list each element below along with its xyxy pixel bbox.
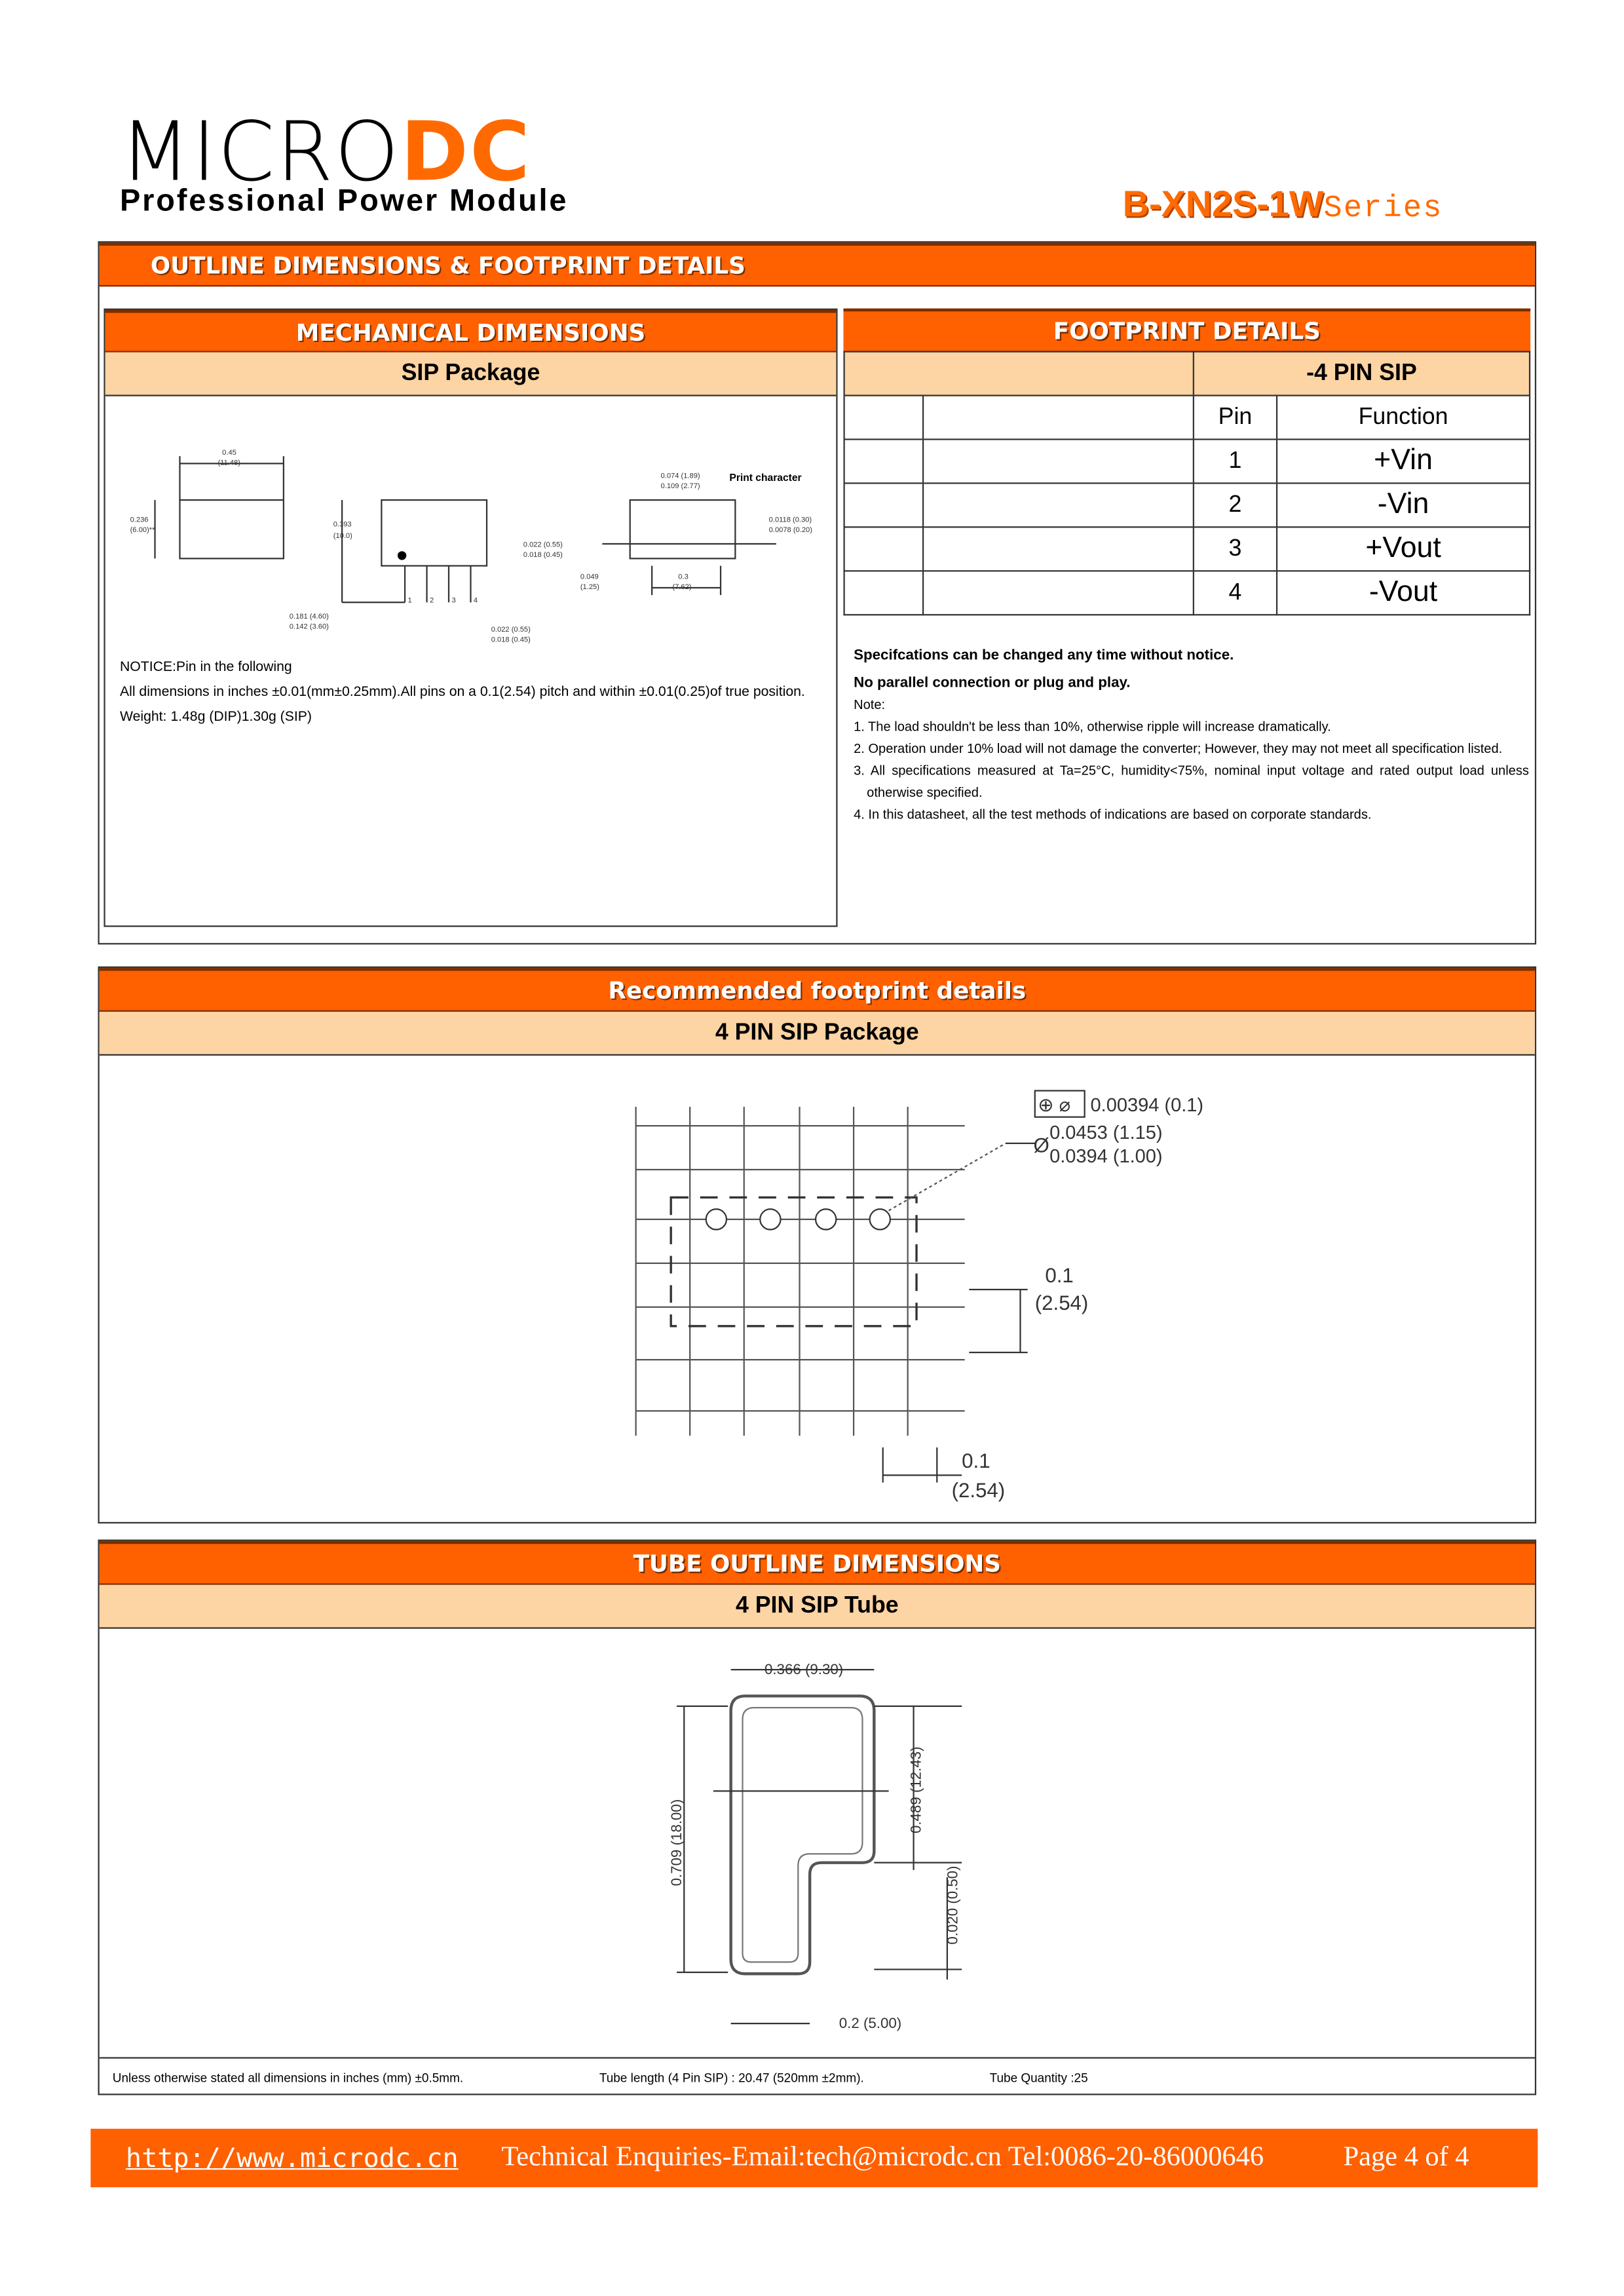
dim-lead-thick: 0.0118 (0.30) (768, 516, 812, 524)
series-model: B-XN2S-1W (1122, 184, 1324, 225)
pin-number: 2 (1194, 483, 1277, 527)
table-row (844, 527, 1530, 571)
dim-height-mm: (10.0) (333, 532, 352, 541)
tube-step: 0.2 (5.00) (839, 2014, 902, 2031)
section-title: OUTLINE DIMENSIONS & FOOTPRINT DETAILS (100, 242, 1535, 286)
note-label: Note: (854, 697, 886, 712)
tube-width: 0.366 (9.30) (764, 1660, 844, 1677)
tube-dimension-note: Unless otherwise stated all dimensions in inches (mm) ±0.5mm. (112, 2069, 464, 2084)
footprint-panel (843, 309, 1530, 353)
section-title: Recommended footprint details (100, 968, 1535, 1012)
horizontal-pitch: 0.1 (962, 1449, 991, 1473)
dim-pin-width: 0.022 (0.55) (523, 541, 563, 549)
hole-diameter-max: 0.0453 (1.15) (1049, 1122, 1163, 1144)
tolerance-text: All dimensions in inches ±0.01(mm±0.25mm).All pins on a 0.1(2.54) pitch and within ±0.01(0.25)of true position. (119, 684, 805, 700)
table-row (844, 440, 1530, 484)
section-tube-outline (98, 1540, 1536, 2095)
pin-label-1: 1 (407, 596, 412, 605)
mechanical-subtitle: SIP Package (105, 353, 837, 396)
hole-diameter-min: 0.0394 (1.00) (1049, 1145, 1163, 1167)
page-footer (90, 2129, 1538, 2187)
tube-length-note: Tube length (4 Pin SIP) : 20.47 (520mm ±2mm). (599, 2069, 864, 2084)
note-item: 1. The load shouldn't be less than 10%, otherwise ripple will increase dramatically. (854, 719, 1331, 735)
pin-number: 4 (1194, 571, 1277, 615)
tube-inner-height: 0.489 (12.43) (907, 1746, 924, 1834)
logo (119, 105, 532, 201)
horizontal-pitch-mm: (2.54) (951, 1478, 1006, 1502)
weight-text: Weight: 1.48g (DIP)1.30g (SIP) (119, 709, 312, 725)
tube-quantity-note: Tube Quantity :25 (989, 2069, 1088, 2084)
dim-offset-max: 0.109 (2.77) (660, 482, 700, 491)
dim-width: 0.45 (222, 448, 236, 457)
mechanical-drawing (105, 398, 837, 661)
tube-height: 0.709 (18.00) (668, 1799, 685, 1886)
pin-function: +Vin (1277, 440, 1530, 484)
dim-pin-thick: 0.022 (0.55) (491, 625, 531, 634)
spec-notes (854, 645, 1529, 826)
vertical-pitch-mm: (2.54) (1034, 1292, 1089, 1315)
tube-drawing (100, 1629, 1535, 2059)
mechanical-title: MECHANICAL DIMENSIONS (105, 310, 837, 353)
mechanical-notes (120, 655, 829, 730)
section-subtitle: 4 PIN SIP Tube (100, 1585, 1535, 1629)
logo-tagline: Professional Power Module (119, 184, 569, 218)
series-suffix: Series (1323, 193, 1443, 227)
pin-function: +Vout (1277, 527, 1530, 571)
dim-pitch: 0.3 (678, 573, 689, 581)
position-tolerance: 0.00394 (0.1) (1090, 1094, 1204, 1116)
tube-footnotes (100, 2057, 1535, 2095)
dim-lead-thick-min: 0.0078 (0.20) (768, 526, 812, 535)
pin-number: 1 (1194, 440, 1277, 484)
svg-text:⊕ ⌀: ⊕ ⌀ (1038, 1094, 1071, 1116)
logo-dc: DC (400, 105, 532, 201)
table-row (844, 571, 1530, 615)
pin-label-3: 3 (451, 596, 456, 605)
notice-text: NOTICE:Pin in the following (119, 659, 292, 676)
vertical-pitch: 0.1 (1045, 1263, 1074, 1287)
dim-depth: 0.236 (130, 516, 149, 524)
tube-wall: 0.020 (0.50) (944, 1866, 961, 1945)
mechanical-panel (104, 309, 837, 927)
spec-change-note: Specifcations can be changed any time without notice. (854, 647, 1234, 664)
dim-standoff: 0.049 (580, 573, 599, 581)
dim-offset: 0.074 (1.89) (660, 472, 700, 480)
col-pin: Pin (1194, 396, 1277, 440)
footprint-subtitle: -4 PIN SIP (1194, 352, 1530, 396)
dim-pitch-mm: (7.62) (672, 583, 692, 592)
pin-label-2: 2 (430, 596, 434, 605)
print-character-label: Print character (729, 472, 802, 484)
series-title (1123, 184, 1443, 227)
dim-width-mm: (11.48) (217, 459, 240, 467)
section-subtitle: 4 PIN SIP Package (100, 1012, 1535, 1056)
dim-pin-thick-min: 0.018 (0.45) (491, 636, 531, 644)
note-item: 3. All specifications measured at Ta=25°C, humidity<75%, nominal input voltage and rated output load unless otherwise specified. (854, 763, 1529, 800)
footprint-title: FOOTPRINT DETAILS (843, 309, 1530, 353)
table-row (844, 483, 1530, 527)
pin-function: -Vin (1277, 483, 1530, 527)
footprint-grid-drawing (100, 1056, 1535, 1523)
parallel-note: No parallel connection or plug and play. (854, 675, 1131, 692)
section-title: TUBE OUTLINE DIMENSIONS (100, 1541, 1535, 1585)
pin-function-table (843, 351, 1530, 616)
pin-function: -Vout (1277, 571, 1530, 615)
col-function: Function (1277, 396, 1530, 440)
pin-label-4: 4 (473, 596, 478, 605)
page-number: Page 4 of 4 (1343, 2141, 1469, 2173)
note-item: 4. In this datasheet, all the test methods of indications are based on corporate standards. (854, 807, 1372, 822)
dim-pin-width-min: 0.018 (0.45) (523, 551, 563, 560)
website-link[interactable]: http://www.microdc.cn (125, 2142, 459, 2173)
section-recommended-footprint (98, 966, 1536, 1523)
note-item: 2. Operation under 10% load will not damage the converter; However, they may not meet all specification listed. (854, 741, 1503, 756)
dim-standoff-mm: (1.25) (580, 583, 599, 592)
diameter-symbol: Ø (1033, 1134, 1049, 1157)
logo-word: MICRO (119, 105, 401, 201)
dim-height: 0.393 (333, 520, 352, 529)
dim-pin-length-min: 0.142 (3.60) (289, 622, 329, 631)
dim-depth-mm: (6.00)** (130, 526, 155, 535)
contact-info: Technical Enquiries-Email:tech@microdc.cn Tel:0086-20-86000646 (501, 2141, 1264, 2173)
dim-pin-length: 0.181 (4.60) (289, 612, 329, 621)
pin-number: 3 (1194, 527, 1277, 571)
